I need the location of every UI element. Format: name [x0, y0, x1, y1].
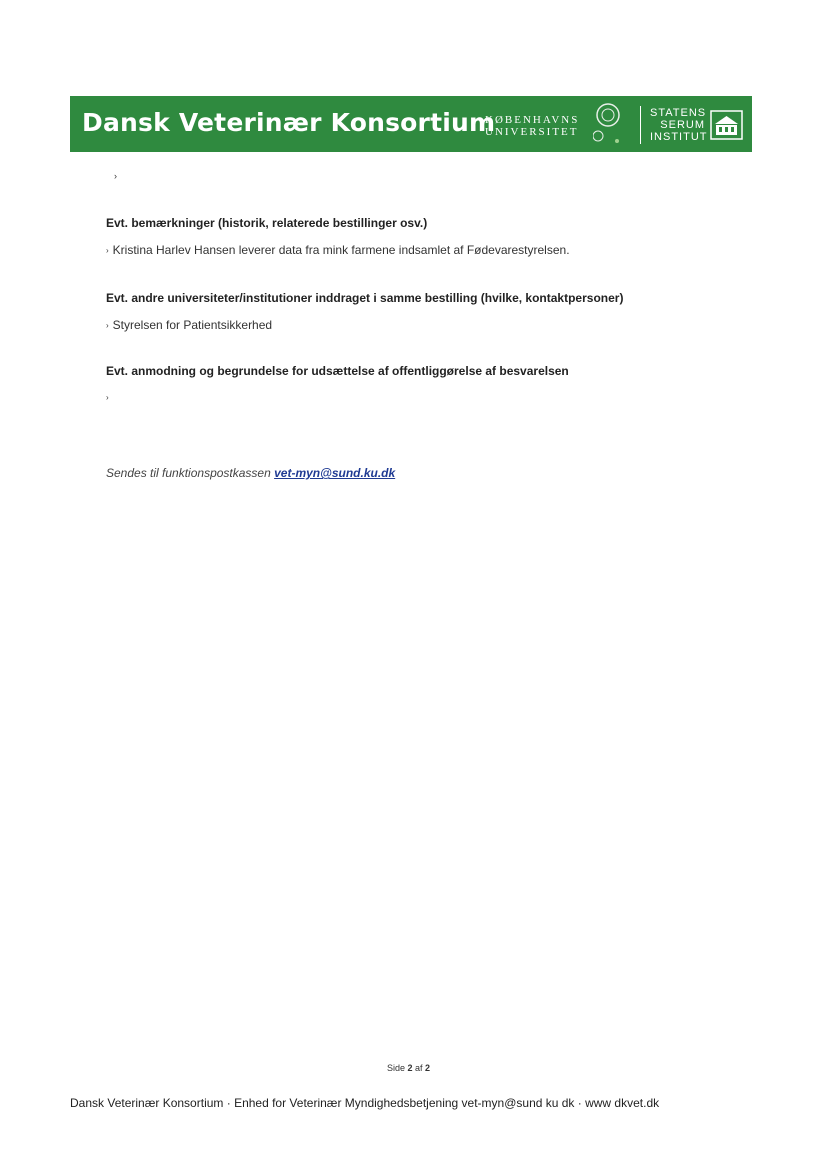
- ssi-logo-text: STATENS SERUM INSTITUT: [650, 107, 708, 143]
- page-footer: Dansk Veterinær Konsortium · Enhed for Veterinær Myndighedsbetjening vet-myn@sund ku dk · www dkvet.dk: [70, 1096, 660, 1110]
- page-number: Side 2 af 2: [387, 1063, 431, 1073]
- consortium-title: Dansk Veterinær Konsortium: [82, 108, 496, 137]
- section-heading-institutions: Evt. andre universiteter/institutioner inddraget i samme bestilling (hvilke, kontaktpersoner): [106, 291, 624, 305]
- email-link[interactable]: vet-myn@sund.ku.dk: [274, 466, 396, 480]
- send-instruction: Sendes til funktionspostkassen vet-myn@sund.ku.dk: [106, 466, 396, 480]
- section-heading-postponement: Evt. anmodning og begrundelse for udsættelse af offentliggørelse af besvarelsen: [106, 364, 569, 378]
- section-heading-remarks: Evt. bemærkninger (historik, relaterede bestillinger osv.): [106, 216, 428, 230]
- header-banner: [70, 96, 752, 152]
- ku-seal-icon: [593, 102, 623, 144]
- ssi-building-icon: [710, 110, 743, 140]
- bullet-marker: ›: [106, 246, 109, 255]
- bullet-marker: ›: [106, 321, 109, 330]
- logo-divider: [640, 106, 641, 144]
- bullet-marker: ›: [114, 171, 117, 181]
- ku-logo-text: KØBENHAVNS UNIVERSITET: [485, 114, 580, 138]
- institutions-item: › Styrelsen for Patientsikkerhed: [106, 318, 273, 332]
- remarks-item: › Kristina Harlev Hansen leverer data fra mink farmene indsamlet af Fødevarestyrelsen.: [106, 243, 570, 257]
- postponement-item: [106, 390, 113, 404]
- bullet-marker: ›: [106, 393, 109, 402]
